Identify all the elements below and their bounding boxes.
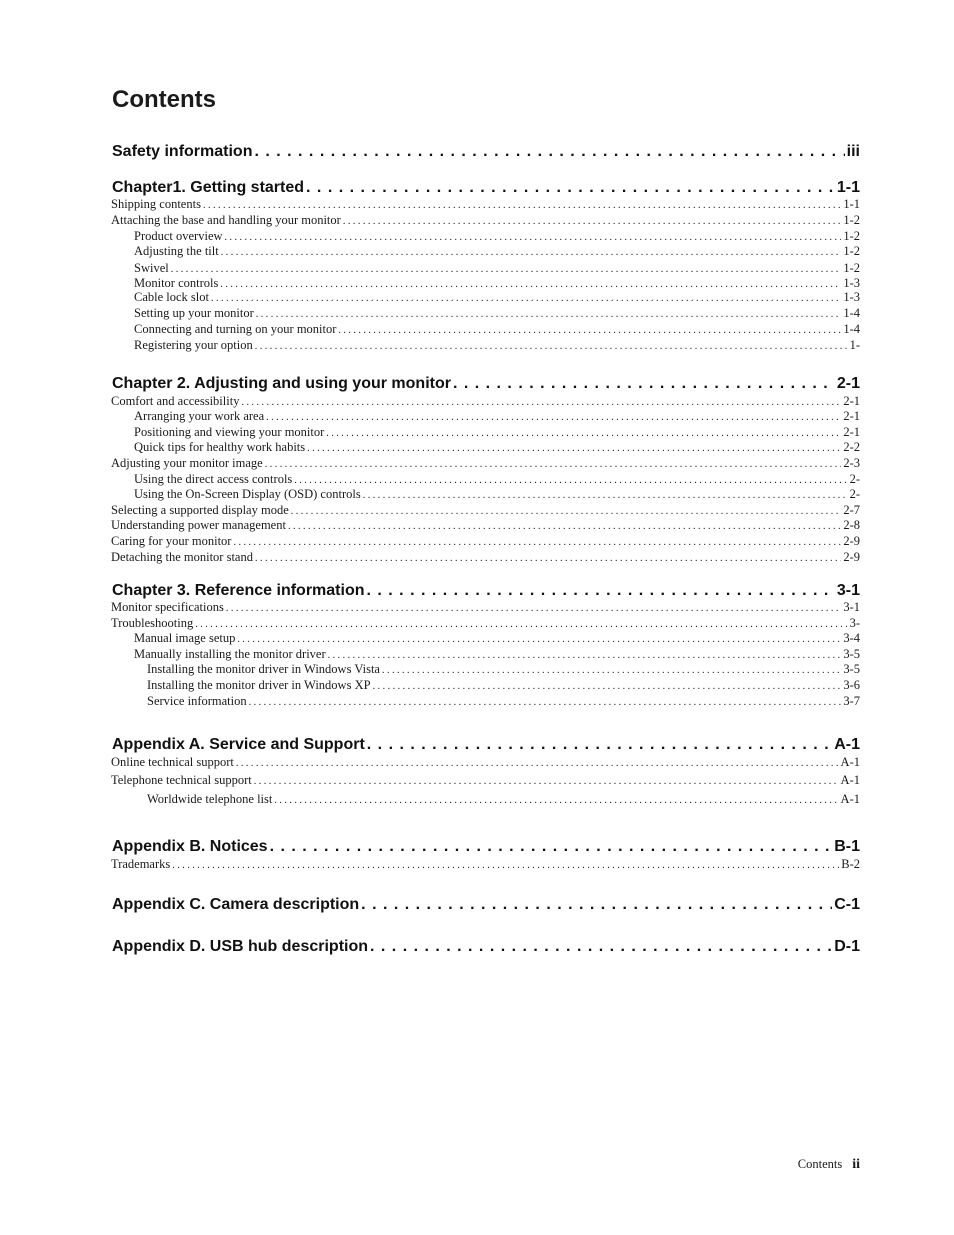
dot-leader <box>373 681 842 692</box>
dot-leader <box>367 582 835 600</box>
toc-entry[interactable] <box>134 338 860 353</box>
toc-entry-page: B-2 <box>841 857 860 871</box>
toc-entry-label: Telephone technical support <box>111 773 252 787</box>
toc-entry-page: 1- <box>849 338 860 352</box>
dot-leader <box>237 634 841 645</box>
toc-entry-label: Setting up your monitor <box>134 306 254 320</box>
toc-entry[interactable] <box>134 290 860 305</box>
toc-entry-label: Chapter 3. Reference information <box>112 582 365 599</box>
toc-entry-page: 2-2 <box>843 440 860 454</box>
toc-entry-label: Caring for your monitor <box>111 534 232 548</box>
toc-entry-label: Appendix A. Service and Support <box>112 736 365 753</box>
toc-entry-page: 1-2 <box>843 244 860 258</box>
toc-entry-page: iii <box>846 143 860 160</box>
toc-entry[interactable] <box>111 197 860 212</box>
dot-leader <box>225 232 842 243</box>
toc-entry-label: Chapter1. Getting started <box>112 179 305 196</box>
dot-leader <box>328 650 842 661</box>
toc-heading-entry[interactable] <box>112 179 860 197</box>
toc-entry-label: Manual image setup <box>134 631 236 645</box>
toc-entry-page: 2-3 <box>843 456 860 470</box>
toc-entry-label: Arranging your work area <box>134 409 265 423</box>
toc-entry-label: Using the On-Screen Display (OSD) controls <box>134 487 361 501</box>
toc-entry[interactable] <box>147 678 860 693</box>
toc-entry[interactable] <box>134 261 860 276</box>
toc-entry-page: A-1 <box>840 773 860 787</box>
toc-entry[interactable] <box>111 503 860 518</box>
toc-entry[interactable] <box>111 616 860 631</box>
toc-entry-label: Connecting and turning on your monitor <box>134 322 337 336</box>
dot-leader <box>270 838 833 856</box>
toc-entry-page: 2-1 <box>843 409 860 423</box>
toc-entry[interactable] <box>134 631 860 646</box>
toc-entry-page: 2-9 <box>843 534 860 548</box>
toc-entry-label: Appendix C. Camera description <box>112 896 360 913</box>
toc-entry[interactable] <box>111 550 860 565</box>
dot-leader <box>370 938 832 956</box>
toc-heading-entry[interactable] <box>112 896 860 914</box>
toc-entry-label: Shipping contents <box>111 197 201 211</box>
toc-entry-page: C-1 <box>834 896 860 913</box>
toc-entry[interactable] <box>111 600 860 615</box>
dot-leader <box>363 490 848 501</box>
toc-entry-page: 1-4 <box>843 322 860 336</box>
toc-entry[interactable] <box>111 534 860 549</box>
toc-entry-page: 1-2 <box>843 229 860 243</box>
toc-entry[interactable] <box>147 662 860 677</box>
toc-entry-page: 1-1 <box>836 179 860 196</box>
toc-heading-entry[interactable] <box>112 938 860 956</box>
toc-entry-label: Registering your option <box>134 338 253 352</box>
toc-entry-label: Adjusting your monitor image <box>111 456 263 470</box>
dot-leader <box>326 428 841 439</box>
toc-entry-page: 3-4 <box>843 631 860 645</box>
toc-entry-page: 2-1 <box>836 375 860 392</box>
toc-entry-page: A-1 <box>840 792 860 806</box>
toc-entry-page: 2-8 <box>843 518 860 532</box>
dot-leader <box>307 443 841 454</box>
toc-entry[interactable] <box>134 306 860 321</box>
toc-entry-label: Monitor controls <box>134 276 219 290</box>
toc-entry-label: Chapter 2. Adjusting and using your monitor <box>112 375 451 392</box>
toc-entry-label: Online technical support <box>111 755 234 769</box>
toc-entry-label: Worldwide telephone list <box>147 792 273 806</box>
footer-label: Contents <box>797 1157 843 1171</box>
dot-leader <box>266 412 841 423</box>
dot-leader <box>221 247 842 258</box>
dot-leader <box>288 521 841 532</box>
toc-entry[interactable] <box>134 472 860 487</box>
toc-entry-page: 3-7 <box>843 694 860 708</box>
toc-entry-page: 2-7 <box>843 503 860 517</box>
toc-entry-page: 2-9 <box>843 550 860 564</box>
toc-entry[interactable] <box>134 244 860 259</box>
toc-entry-label: Installing the monitor driver in Windows Vista <box>147 662 380 676</box>
toc-entry-page: 3- <box>849 616 860 630</box>
dot-leader <box>254 776 839 787</box>
toc-entry[interactable] <box>134 229 860 244</box>
toc-entry-page: 3-5 <box>843 647 860 661</box>
toc-entry-page: 1-3 <box>843 290 860 304</box>
toc-entry[interactable] <box>111 213 860 228</box>
toc-entry-label: Understanding power management <box>111 518 286 532</box>
dot-leader <box>265 459 842 470</box>
toc-heading-entry[interactable] <box>112 375 860 393</box>
toc-entry-page: 2- <box>849 487 860 501</box>
toc-heading-entry[interactable] <box>112 838 860 856</box>
toc-entry-page: 3-6 <box>843 678 860 692</box>
dot-leader <box>338 325 841 336</box>
toc-entry[interactable] <box>134 409 860 424</box>
toc-entry-page: 2-1 <box>843 394 860 408</box>
toc-entry-label: Selecting a supported display mode <box>111 503 289 517</box>
dot-leader <box>343 216 842 227</box>
toc-entry-label: Appendix B. Notices <box>112 838 268 855</box>
toc-entry-page: B-1 <box>834 838 860 855</box>
toc-entry-page: 3-1 <box>836 582 860 599</box>
toc-entry[interactable] <box>134 487 860 502</box>
toc-entry-label: Service information <box>147 694 247 708</box>
toc-entry-label: Detaching the monitor stand <box>111 550 253 564</box>
toc-entry[interactable] <box>147 694 860 709</box>
dot-leader <box>236 758 839 769</box>
toc-entry-page: 3-1 <box>843 600 860 614</box>
toc-entry[interactable] <box>134 440 860 455</box>
toc-entry[interactable] <box>111 456 860 471</box>
page-title: Contents <box>112 86 216 113</box>
dot-leader <box>249 697 842 708</box>
page-footer <box>798 1157 860 1173</box>
toc-entry-label: Comfort and accessibility <box>111 394 240 408</box>
dot-leader <box>274 795 838 806</box>
toc-entry-label: Using the direct access controls <box>134 472 293 486</box>
toc-entry[interactable] <box>134 322 860 337</box>
dot-leader <box>361 896 832 914</box>
toc-entry-page: 2-1 <box>843 425 860 439</box>
toc-entry-page: 1-1 <box>843 197 860 211</box>
toc-entry[interactable] <box>111 857 860 872</box>
toc-entry-page: 1-3 <box>843 276 860 290</box>
toc-heading-entry[interactable] <box>112 736 860 754</box>
toc-entry-page: 3-5 <box>843 662 860 676</box>
dot-leader <box>241 397 841 408</box>
dot-leader <box>256 309 842 320</box>
dot-leader <box>226 603 842 614</box>
dot-leader <box>291 506 842 517</box>
toc-entry-label: Trademarks <box>111 857 171 871</box>
dot-leader <box>294 475 847 486</box>
toc-entry[interactable] <box>147 792 860 807</box>
toc-heading-entry[interactable] <box>112 143 860 161</box>
toc-entry[interactable] <box>134 276 860 291</box>
dot-leader <box>171 264 842 275</box>
dot-leader <box>203 200 841 211</box>
footer-page-number: ii <box>852 1157 860 1172</box>
dot-leader <box>211 293 841 304</box>
toc-entry[interactable] <box>111 755 860 770</box>
toc-entry[interactable] <box>111 773 860 788</box>
toc-entry-label: Swivel <box>134 261 169 275</box>
toc-entry-label: Attaching the base and handling your monitor <box>111 213 341 227</box>
toc-entry-page: A-1 <box>840 755 860 769</box>
dot-leader <box>172 860 839 871</box>
toc-entry-label: Appendix D. USB hub description <box>112 938 369 955</box>
toc-entry-label: Product overview <box>134 229 223 243</box>
toc-entry-label: Quick tips for healthy work habits <box>134 440 306 454</box>
dot-leader <box>233 537 841 548</box>
toc-entry-page: D-1 <box>834 938 860 955</box>
toc-entry-label: Positioning and viewing your monitor <box>134 425 325 439</box>
toc-entry-label: Safety information <box>112 143 253 160</box>
dot-leader <box>255 341 848 352</box>
toc-entry-page: 1-2 <box>843 261 860 275</box>
toc-entry-label: Adjusting the tilt <box>134 244 219 258</box>
toc-entry-page: 1-2 <box>843 213 860 227</box>
dot-leader <box>453 375 835 393</box>
toc-entry-page: 2- <box>849 472 860 486</box>
toc-entry-label: Manually installing the monitor driver <box>134 647 326 661</box>
dot-leader <box>220 279 841 290</box>
toc-entry-label: Troubleshooting <box>111 616 194 630</box>
toc-entry-page: A-1 <box>834 736 860 753</box>
dot-leader <box>367 736 832 754</box>
toc-entry[interactable] <box>134 425 860 440</box>
dot-leader <box>255 553 841 564</box>
toc-entry-label: Monitor specifications <box>111 600 224 614</box>
toc-entry[interactable] <box>111 394 860 409</box>
toc-entry-label: Installing the monitor driver in Windows XP <box>147 678 371 692</box>
dot-leader <box>195 619 847 630</box>
toc-entry[interactable] <box>111 518 860 533</box>
dot-leader <box>306 179 835 197</box>
dot-leader <box>382 665 841 676</box>
toc-entry-label: Cable lock slot <box>134 290 209 304</box>
dot-leader <box>254 143 844 161</box>
toc-entry-page: 1-4 <box>843 306 860 320</box>
toc-entry[interactable] <box>134 647 860 662</box>
toc-heading-entry[interactable] <box>112 582 860 600</box>
